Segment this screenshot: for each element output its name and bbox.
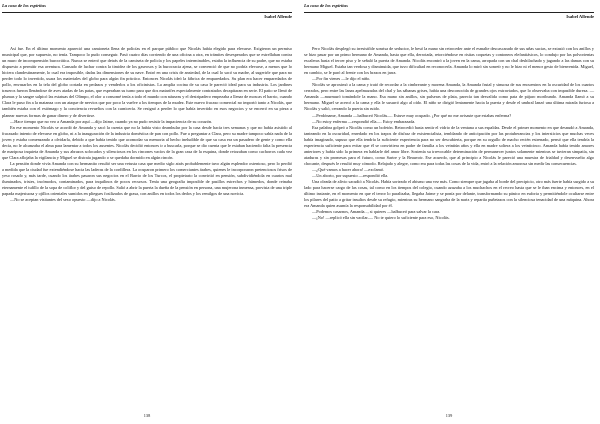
author-name: Isabel Allende [264, 14, 292, 19]
paragraph: Una oleada de alivio sacudió a Nicolás. Había sorteado el abismo una vez más. Como siempre que jugaba al borde del precipicio, otro más fuerte había surgido a su lado para hacerse cargo de las cosas, tal como en los tiempos del colegio, cuando azuzaba a los muchachos en el recreo hasta que se le iban encima y entonces, en el último instante, en el momento en que el terror lo paralizaba, llegaba Jaime y se ponía por delante, transformando su pánico en euforia y permitiéndole ocultarse entre los pilares del patio a gritar insultos desde su refugio, mientras su hermano sangraba de la nariz y repartía puñetazos con la silenciosa tenacidad de una máquina. Ahora era Amanda quien asumía la responsabilidad por él. [304, 179, 594, 209]
paragraph: La pensión donde vivía Amanda con su hermanito resultó ser una vetusta casa que medio siglo atrás probablemente tuvo algún esplendor ostentoso, pero lo perdió a medida que la ciudad fue extendiéndose hacia las laderas de la cordillera. La ocuparon primero los comerciantes árabes, quienes le incorporaron pretenciosos frisos de yeso rosado y, más tarde, cuando los árabes pasaron sus negocios en el Barrio de los Turcos, el propietario la convirtió en pensión, subdividiéndola en cuartos mal iluminados, tristes, incómodos, contaminados, para inquilinos de pocos recursos. Tenía una geografía imposible de pasillos estrechos y húmedos, donde reinaba eternamente el tufillo de la sopa de coliflor y del guiso de repollo. Salió a abrir la puerta la dueña de la pensión en persona, una mujerona inmensa, provista de una triple papada majestuosa y ojillos orientales sumidos en pliegues fosilizados de grasa, con anillos en todos los dedos y los remilgos de una novicia. [2, 160, 292, 197]
header-rule [2, 12, 292, 13]
page-body [2, 46, 292, 203]
page-number: 138 [143, 413, 151, 418]
paragraph: En ese momento Nicolás se acordó de Amanda y sacó la cuenta que no la había visto deambular por la casa desde hacía tres semanas y que no había asistido al fracasado intento de elevarse en globo, ni a la inauguración de la industria doméstica de pan con pollo. Fue a preguntar a Clara, pero su madre tampoco sabía nada de la joven y estaba comenzando a olvidarla, debido a que había tenido que acomodar su memoria al hecho ineludible de que su casa era un pasadero de gente y como ella decía, no le alcanzaba el alma para lamentar a todos los ausentes. Nicolás decidió entonces ir a buscarla, porque se dio cuenta que le estaban haciendo falta la presencia de mariposa inquieta de Amanda y sus abrazos sofocados y silenciosos en los rincones vacíos de la gran casa de la esquina, donde retozaban como cachorros cada vez que Clara aflojaba la vigilancia y Miguel se distraía jugando o se quedaba dormido en algún rincón. [2, 124, 292, 160]
author-name: Isabel Allende [566, 14, 594, 19]
paragraph: —¡No! —replicó ella sin vacilar—. No te quiero lo suficiente para eso, Nicolás. [312, 215, 450, 221]
paragraph: Pero Nicolás desplegó su irresistible sonrisa de seductor, le besó la mano sin retroceder ante el esmalte descascarado de sus uñas sucias, se extasió con los anillos y se hizo pasar por un primo hermano de Amanda, hasta que ella, derrotada, retorciéndose en risitas coquetas y contoneos elefantiásicos, lo condujo por las polvorientas escaleras hasta el tercer piso y le señaló la puerta de Amanda. Nicolás encontró a la joven en la cama, arropada con un chal deshilachado y jugando a las damas con su hermano Miguel. Estaba tan verdosa y disminuida, que tuvo dificultad en reconocerla. Amanda lo miró sin sonreír y no le hizo ni el menor gesto de bienvenida. Miguel, en cambio, se le paró al frente con los brazos en jarra. [304, 46, 594, 76]
paragraph: —Un aborto, por supuesto —respondió ella. [312, 172, 389, 178]
paragraph: Así fue. En el último momento apareció una camioneta llena de policías en el parque público que Nicolás había elegido para elevarse. Exigieron un permiso municipal que, por supuesto, no tenía. Tampoco lo pudo conseguir. Pasó cuatro días corriendo de una oficina a otra, en trámites desesperados que se estrellaban contra un muro de incomprensión burocrática. Nunca se enteró que detrás de la camiseta de policía y los papeles interminables, estaba la influencia de su padre, que no estaba dispuesto a permitir esa aventura. Cansado de luchar contra la timidez de los gaseosos y la burocracia ajena, se convenció de que no podría elevarse, a menos que lo hiciera clandestinamente, lo cual era imposible, dadas las dimensiones de su nave. Entró en una crisis de ansiedad, de la cual lo sacó su madre, al sugerirle que para no perder todo lo invertido, usara los materiales del globo para algún fin práctico. Entonces Nicolás ideó la fábrica de emparedados. Su plan era hacer emparedados de pollo, envasarlos en la tela del globo cortada en pedazos y venderlos a los oficinistas. La amplia cocina de su casa le pareció ideal para su industria. Los jardines traseros fueron llenándose de aves atadas de las patas, que esperaban su turno para que dos matarifes especialmente contratados decapitaran en serie. El patio se llenó de plumas y la sangre salpicó las estatuas del Olimpo, el olor a consomé tenía a todo el mundo con náuseas y el destripadero empezaba a llenar de moscas el barrio, cuando Clara le puso fin a la matanza con un ataque de nervios que por poco la vuelve a los tiempos de la mudez. Este nuevo fracaso comercial no importó tanto a Nicolás, que también estaba con el estómago y la conciencia revueltos con la carnicería. Se resignó a perder lo que había invertido en esos negocios y se encerró en su pieza a planear nuevas formas de ganar dinero y de divertirse. [2, 46, 292, 118]
running-title: La casa de los espíritus [2, 3, 46, 8]
page-body [304, 46, 594, 221]
paragraph: —Perdóname, Amanda —balbuceó Nicolás—. Estuve muy ocupado. ¿Por qué no me avisaste que estabas enferma? [312, 112, 512, 118]
running-title: La casa de los espíritus [304, 3, 348, 8]
paragraph: —¿Qué vamos a hacer ahora! —exclamó. [312, 166, 385, 172]
left-page [2, 0, 292, 424]
paragraph: Nicolás se aproximó a la cama y trató de recordar a la cimbreante y morena Amanda, la Amanda frutal y sinuosa de sus encuentros en la oscuridad de los cuartos cerrados, pero entre las lanas apelmazadas del chal y las sábanas grises, había una desconocida de grandes ojos extraviados, que lo observaba con impasible dureza. —Amanda —murmuró tomándole la mano. Esa mano sin anillos, sin pulseras de plata, parecía tan desvalida como pata de pájaro moribundo. Amanda llamó a su hermano. Miguel se acercó a la cama y ella le susurró algo al oído. El niño se dirigió lentamente hacia la puerta y desde el umbral lanzó una última mirada furiosa a Nicolás y salió, cerrando la puerta sin ruido. [304, 82, 594, 112]
paragraph: —Por fin vienes —le dijo el niño. [312, 76, 371, 82]
paragraph: —No estoy enferma —respondió ella—. Estoy embarazada. [312, 118, 416, 124]
paragraph: —Podemos casarnos, Amanda..., si quieres —balbuceó para salvar la cara. [312, 209, 441, 215]
paragraph: —No se aceptan visitantes del sexo opuesto —dijo a Nicolás. [10, 197, 116, 203]
right-page [304, 0, 594, 424]
page-number: 139 [445, 413, 453, 418]
paragraph: Esa palabra golpeó a Nicolás como un bofetón. Retrocedió hasta sentir el vidrio de la ventana a sus espaldas. Desde el primer momento en que desnudó a Amanda, tanteando en la oscuridad, enredado en los trapos de disfraz de existencialista, temblando de anticipación por las protuberancias y los intersticios que muchas veces había imaginado, supuso que ella tendría la suficiente experiencia para no ser descubierta, porque en su orgullo de macho recién estrenado, pensó que ella tendría la experiencia suficiente para evitar que él se convirtiera en padre de familia a los veintiún años y ella en madre soltera a los veinticinco. Amanda había tenido amores anteriores y había sido la primera en hablarle del amor libre. Sostenía su irrevocable determinación de permanecer juntos solamente mientras se tuvieran simpatía, sin ataduras y sin promesas para el futuro, como Sartre y la Beauvoir. Ese acuerdo, que al principio a Nicolás le pareció una muestra de frialdad y desenvuelto algo chocante, después le resultó muy cómodo. Relajado y alegre, como era para todas las cosas de la vida, entró a la relación amorosa sin medir las consecuencias. [304, 124, 594, 166]
paragraph: —Hace tiempo que no veo a Amanda por aquí —dijo Jaime, cuando ya no pudo resistir la impaciencia de su corazón. [10, 118, 213, 124]
header-rule [304, 12, 594, 13]
